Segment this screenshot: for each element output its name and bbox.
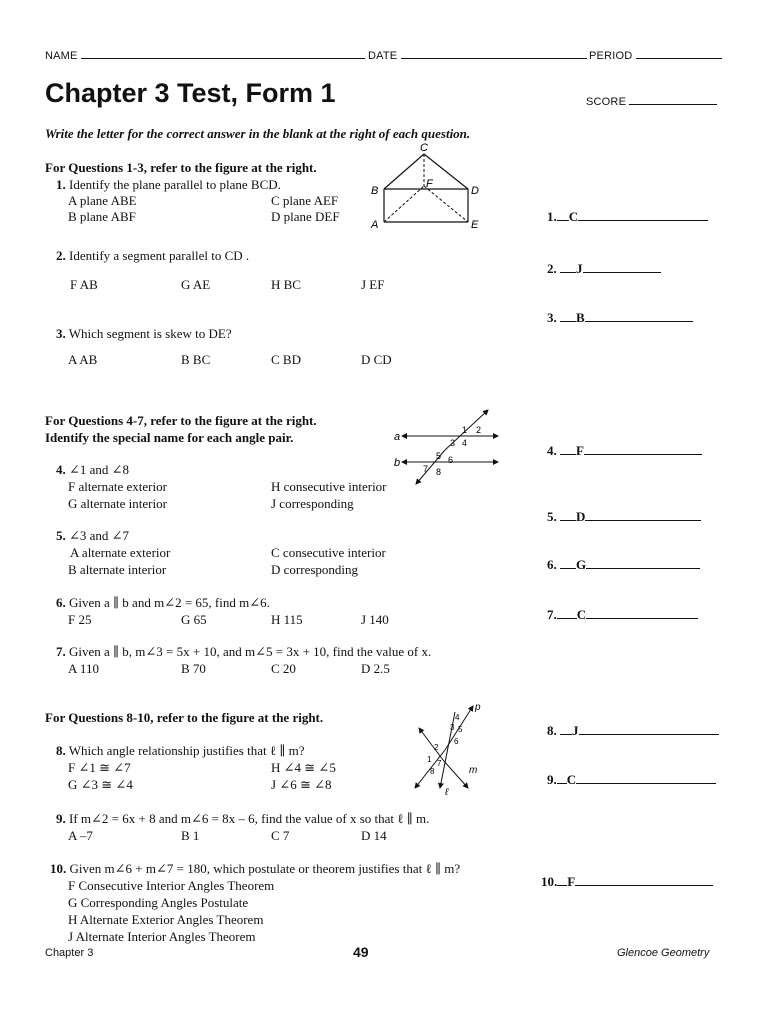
date-blank[interactable] <box>401 46 587 59</box>
angle-4-label: 4 <box>462 438 468 448</box>
angle-6-label: 6 <box>448 455 454 465</box>
score-label: SCORE <box>586 96 627 108</box>
q2-option-j: J EF <box>361 277 385 292</box>
lm-angle-4-label: 4 <box>455 713 460 722</box>
answer-blank-1[interactable]: 1. C <box>547 208 708 225</box>
angle-7-label: 7 <box>423 464 429 474</box>
lm-angle-1-label: 1 <box>427 755 432 764</box>
answer-blank-6[interactable]: 6. G <box>547 556 700 573</box>
section-1-heading: For Questions 1-3, refer to the figure at the right. <box>45 160 317 175</box>
q7-option-a: A 110 <box>68 661 99 676</box>
q8-option-g: G ∠3 ≅ ∠4 <box>68 777 133 792</box>
question-4: 4. ∠1 and ∠8 <box>56 462 130 477</box>
angle-5-label: 5 <box>436 451 442 461</box>
q2-option-h: H BC <box>271 277 301 292</box>
q8-option-f: F ∠1 ≅ ∠7 <box>68 760 131 775</box>
section-3-heading: For Questions 8-10, refer to the figure at the right. <box>45 710 324 725</box>
date-field[interactable] <box>368 46 587 62</box>
prism-label-e: E <box>471 219 479 231</box>
period-blank[interactable] <box>636 46 722 59</box>
q9-option-d: D 14 <box>361 828 387 843</box>
q4-option-g: G alternate interior <box>68 496 167 511</box>
question-8: 8. Which angle relationship justifies that ℓ ∥ m? <box>56 743 305 758</box>
name-label: NAME <box>45 50 78 62</box>
footer-chapter: Chapter 3 <box>45 947 94 959</box>
answer-blank-10[interactable]: 10. F <box>541 873 713 890</box>
name-field[interactable] <box>45 46 365 62</box>
question-10: 10. Given m∠6 + m∠7 = 180, which postulate or theorem justifies that ℓ ∥ m? <box>50 861 461 876</box>
q2-option-g: G AE <box>181 277 211 292</box>
lm-angle-5-label: 5 <box>458 725 463 734</box>
q8-option-j: J ∠6 ≅ ∠8 <box>271 777 332 792</box>
period-field[interactable] <box>589 46 722 62</box>
answer-blank-8[interactable]: 8. J <box>547 722 719 739</box>
lm-angle-3-label: 3 <box>450 723 455 732</box>
page-title: Chapter 3 Test, Form 1 <box>45 78 336 108</box>
lm-angle-8-label: 8 <box>430 767 435 776</box>
question-3: 3. Which segment is skew to DE? <box>56 326 232 341</box>
q3-option-b: B BC <box>181 352 211 367</box>
answer-blank-9[interactable]: 9. C <box>547 771 716 788</box>
score-blank[interactable] <box>629 92 717 105</box>
angle-2-label: 2 <box>476 425 482 435</box>
q4-option-f: F alternate exterior <box>68 479 167 494</box>
answer-blank-3[interactable]: 3. B <box>547 309 693 326</box>
name-blank[interactable] <box>81 46 365 59</box>
angle-8-label: 8 <box>436 467 442 477</box>
q5-option-c: C consecutive interior <box>271 545 386 560</box>
question-6: 6. Given a ∥ b and m∠2 = 65, find m∠6. <box>56 595 270 610</box>
q5-option-b: B alternate interior <box>68 562 167 577</box>
q9-option-b: B 1 <box>181 828 200 843</box>
date-label: DATE <box>368 50 398 62</box>
q10-option-h: H Alternate Exterior Angles Theorem <box>68 912 264 927</box>
line-b-label: b <box>394 457 401 469</box>
answer-blank-5[interactable]: 5. D <box>547 508 701 525</box>
q10-option-j: J Alternate Interior Angles Theorem <box>68 929 256 944</box>
question-2: 2. Identify a segment parallel to CD . <box>56 248 250 263</box>
q1-option-b: B plane ABF <box>68 209 136 224</box>
angle-3-label: 3 <box>450 438 456 448</box>
answer-blank-2[interactable]: 2. J <box>547 260 661 277</box>
period-label: PERIOD <box>589 50 633 62</box>
q9-option-a: A –7 <box>68 828 93 843</box>
prism-label-b: B <box>371 185 379 197</box>
footer-book-title: Glencoe Geometry <box>617 947 710 959</box>
q10-option-g: G Corresponding Angles Postulate <box>68 895 249 910</box>
q6-option-f: F 25 <box>68 612 92 627</box>
answer-blank-4[interactable]: 4. F <box>547 442 702 459</box>
q10-option-f: F Consecutive Interior Angles Theorem <box>68 878 275 893</box>
q4-option-h: H consecutive interior <box>271 479 387 494</box>
prism-label-a: A <box>371 219 379 231</box>
q7-option-c: C 20 <box>271 661 296 676</box>
question-7: 7. Given a ∥ b, m∠3 = 5x + 10, and m∠5 = 3x + 10, find the value of x. <box>56 644 432 659</box>
q7-option-b: B 70 <box>181 661 206 676</box>
page-number: 49 <box>353 944 369 960</box>
q6-option-g: G 65 <box>181 612 207 627</box>
prism-label-c: C <box>420 142 428 154</box>
question-9: 9. If m∠2 = 6x + 8 and m∠6 = 8x – 6, find the value of x so that ℓ ∥ m. <box>56 811 430 826</box>
lm-angle-7-label: 7 <box>437 759 442 768</box>
q2-option-f: F AB <box>70 277 98 292</box>
q3-option-d: D CD <box>361 352 392 367</box>
instructions: Write the letter for the correct answer in the blank at the right of each question. <box>45 126 471 141</box>
line-p-label: p <box>475 702 481 713</box>
line-a-label: a <box>394 431 401 443</box>
q9-option-c: C 7 <box>271 828 290 843</box>
q1-option-c: C plane AEF <box>271 193 339 208</box>
parallel-lines-ab-figure <box>390 405 505 487</box>
line-m-label: m <box>469 765 478 776</box>
q6-option-h: H 115 <box>271 612 303 627</box>
q3-option-a: A AB <box>68 352 98 367</box>
question-5: 5. ∠3 and ∠7 <box>56 528 130 543</box>
answer-blank-7[interactable]: 7. C <box>547 606 698 623</box>
lm-angle-6-label: 6 <box>454 737 459 746</box>
section-2-heading: For Questions 4-7, refer to the figure at the right. <box>45 413 317 428</box>
q7-option-d: D 2.5 <box>361 661 390 676</box>
prism-label-f: F <box>426 178 433 190</box>
q5-option-a: A alternate exterior <box>70 545 171 560</box>
angle-1-label: 1 <box>462 425 468 435</box>
line-l-label: ℓ <box>445 787 449 796</box>
q1-option-a: A plane ABE <box>68 193 137 208</box>
q8-option-h: H ∠4 ≅ ∠5 <box>271 760 336 775</box>
score-field[interactable] <box>586 92 717 108</box>
prism-label-d: D <box>471 185 479 197</box>
q1-option-d: D plane DEF <box>271 209 340 224</box>
prism-figure <box>368 140 488 232</box>
question-1: 1. Identify the plane parallel to plane BCD. <box>56 177 281 192</box>
transversal-lines-lm-figure <box>405 700 485 796</box>
q3-option-c: C BD <box>271 352 301 367</box>
q5-option-d: D corresponding <box>271 562 359 577</box>
q4-option-j: J corresponding <box>271 496 354 511</box>
q6-option-j: J 140 <box>361 612 389 627</box>
lm-angle-2-label: 2 <box>434 743 439 752</box>
section-2-subheading: Identify the special name for each angle pair. <box>45 430 294 445</box>
